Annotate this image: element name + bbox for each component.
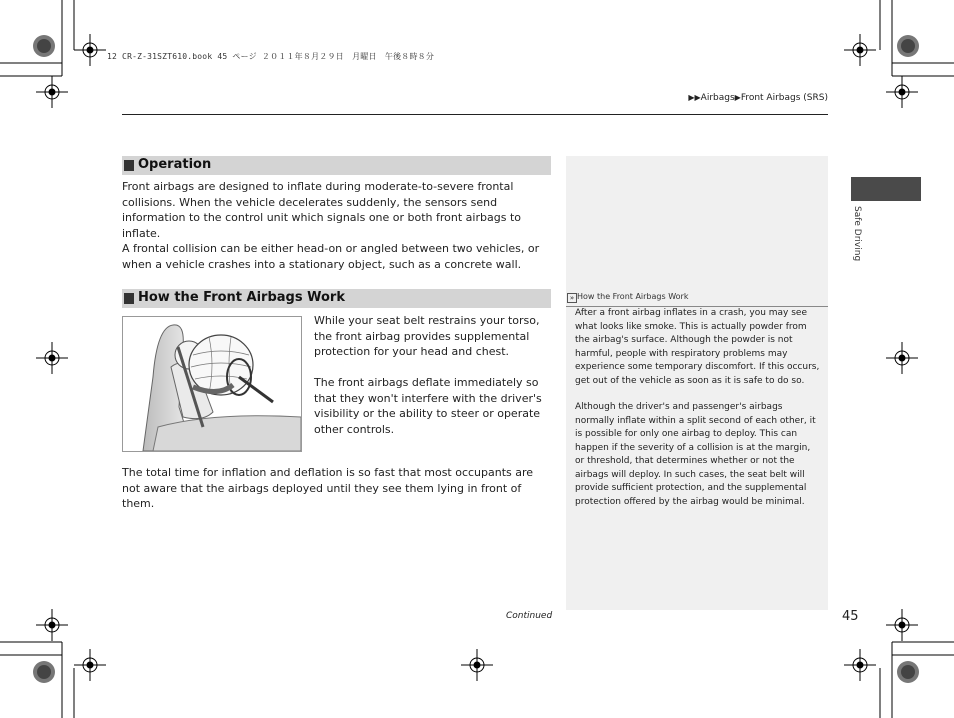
how-work-paragraph-2: The front airbags deflate immediately so that they won't interfere with the driver's visibility or the ability to steer or operate other controls. xyxy=(314,376,542,436)
breadcrumb-arrows: ▶▶ xyxy=(688,93,701,102)
page-number: 45 xyxy=(842,609,859,624)
header-rule xyxy=(122,114,828,115)
section-square-icon xyxy=(124,293,134,304)
how-work-heading: How the Front Airbags Work xyxy=(138,290,345,305)
continued-label: Continued xyxy=(506,611,553,621)
breadcrumb-airbags[interactable]: Airbags xyxy=(700,93,735,103)
breadcrumb-front-airbags[interactable]: Front Airbags (SRS) xyxy=(740,93,828,103)
sidebar-paragraph-2: Although the driver's and passenger's airbags normally inflate within a split second of each other, it is possible for only one airbag to deploy. This can happen if the severity of a collision is at the margin, or threshold, that determines whether or not the airbags will deploy. In such cases, the seat belt will provide sufficient protection, and the supplemental protection offered by the airbag would be minimal. xyxy=(575,402,816,507)
print-info: 12 CR-Z-31SZT610.book 45 ページ ２０１１年８月２９日 月曜日 午後８時８分 xyxy=(107,52,435,61)
operation-heading-bar xyxy=(122,156,551,175)
sidebar-heading: How the Front Airbags Work xyxy=(577,292,689,301)
how-work-paragraph-1: While your seat belt restrains your torso, the front airbag provides supplemental protection for your head and chest. xyxy=(314,314,540,358)
chapter-tab-label: Safe Driving xyxy=(852,206,862,262)
how-work-paragraph-3: The total time for inflation and deflation is so fast that most occupants are not aware that the airbags deployed until they see them lying in front of them. xyxy=(122,466,534,510)
sidebar-heading-row xyxy=(566,290,828,307)
airbag-illustration xyxy=(122,316,302,452)
section-square-icon xyxy=(124,160,134,171)
chapter-tab-label-wrap xyxy=(842,206,872,276)
chapter-tab[interactable] xyxy=(851,177,921,201)
sidebar-paragraph-1: After a front airbag inflates in a crash, you may see what looks like smoke. This is actually powder from the airbag's surface. Although the powder is not harmful, people with respiratory problems may experience some temporary discomfort. If this occurs, get out of the vehicle as soon as it is safe to do so. xyxy=(575,308,820,386)
breadcrumb xyxy=(688,93,828,103)
how-work-heading-bar xyxy=(122,289,551,308)
operation-heading: Operation xyxy=(138,157,212,172)
breadcrumb-separator: ▶ xyxy=(734,93,741,102)
reference-arrow-icon: » xyxy=(567,293,577,303)
operation-paragraph-2: A frontal collision can be either head-on or angled between two vehicles, or when a vehicle crashes into a stationary object, such as a concrete wall. xyxy=(122,242,540,271)
operation-paragraph-1: Front airbags are designed to inflate during moderate-to-severe frontal collisions. When the vehicle decelerates suddenly, the sensors send information to the control unit which signals one or both front airbags to inflate. xyxy=(122,180,521,240)
